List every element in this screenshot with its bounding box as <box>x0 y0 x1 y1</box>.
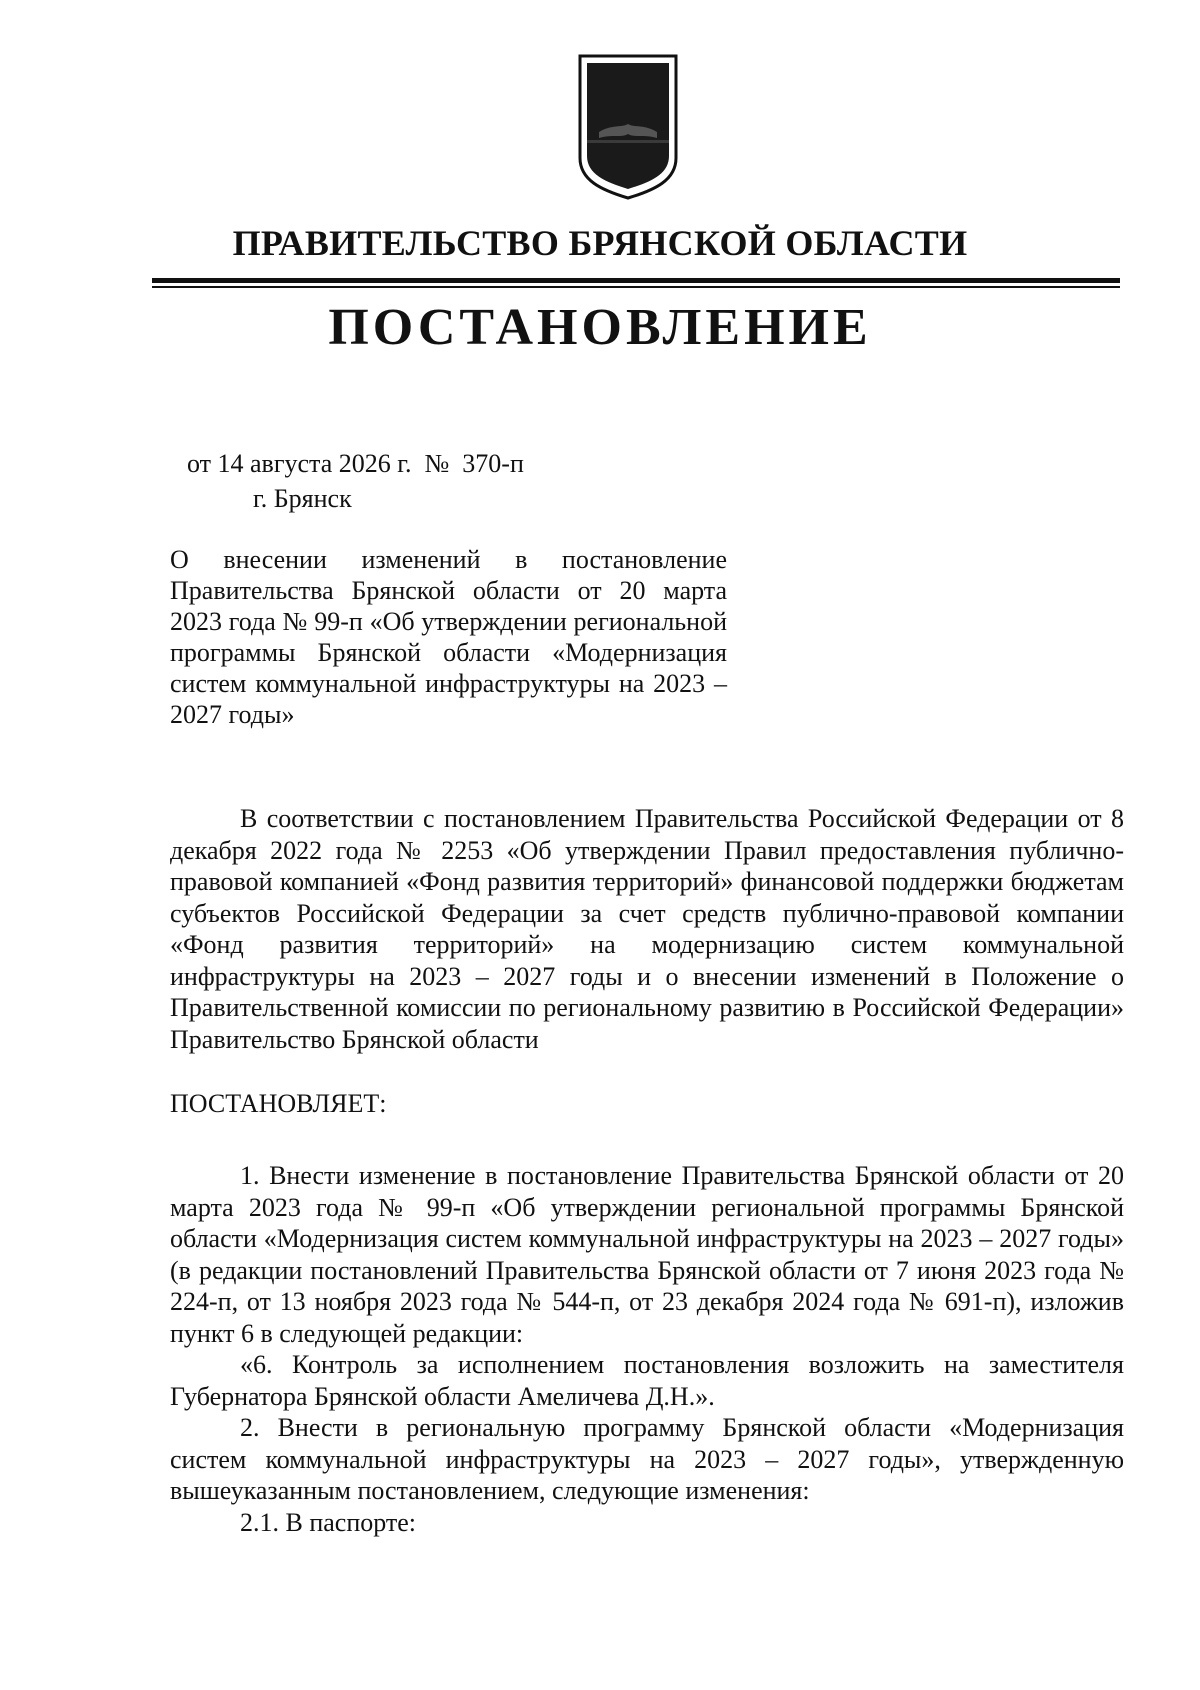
item-1-quote: «6. Контроль за исполнением постановления возложить на заместителя Губернатора Брянской области Амеличева Д.Н.». <box>170 1350 1124 1411</box>
document-date-number: от 14 августа 2026 г. № 370-п <box>187 449 524 478</box>
document-city: г. Брянск <box>253 484 352 513</box>
item-2-paragraph: 2. Внести в региональную программу Брянской области «Модернизация систем коммунальной инфраструктуры на 2023 – 2027 годы», утвержденную вышеуказанным постановлением, следующие изменения: <box>170 1413 1124 1505</box>
header-divider-thick <box>152 278 1120 283</box>
header-divider-thin <box>152 286 1120 288</box>
document-subject: О внесении изменений в постановление Правительства Брянской области от 20 марта 2023 года № 99-п «Об утверждении региональной программы Брянской области «Модернизация систем коммунальной инфраструктуры на 2023 – 2027 годы» <box>170 545 727 729</box>
item-1-paragraph: 1. Внести изменение в постановление Правительства Брянской области от 20 марта 2023 года № 99-п «Об утверждении региональной программы Брянской области «Модернизация систем коммунальной инфраструктуры на 2023 – 2027 годы» (в редакции постановлений Правительства Брянской области от 7 июня 2023 года № 224-п, от 13 ноября 2023 года № 544-п, от 23 декабря 2024 года № 691-п), изложив пункт 6 в следующей редакции: <box>170 1161 1124 1348</box>
coat-of-arms-icon <box>577 54 679 200</box>
document-type-title: ПОСТАНОВЛЕНИЕ <box>328 299 872 356</box>
decree-word: ПОСТАНОВЛЯЕТ: <box>170 1089 387 1118</box>
item-2-1-paragraph: 2.1. В паспорте: <box>240 1508 417 1537</box>
organization-title: ПРАВИТЕЛЬСТВО БРЯНСКОЙ ОБЛАСТИ <box>232 223 968 263</box>
intro-paragraph: В соответствии с постановлением Правительства Российской Федерации от 8 декабря 2022 года № 2253 «Об утверждении Правил предоставления публично-правовой компанией «Фонд развития территорий» финансовой поддержки бюджетам субъектов Российской Федерации за счет средств публично-правовой компании «Фонд развития территорий» на модернизацию систем коммунальной инфраструктуры на 2023 – 2027 годы и о внесении изменений в Положение о Правительственной комиссии по региональному развитию в Российской Федерации» Правительство Брянской области <box>170 804 1124 1054</box>
